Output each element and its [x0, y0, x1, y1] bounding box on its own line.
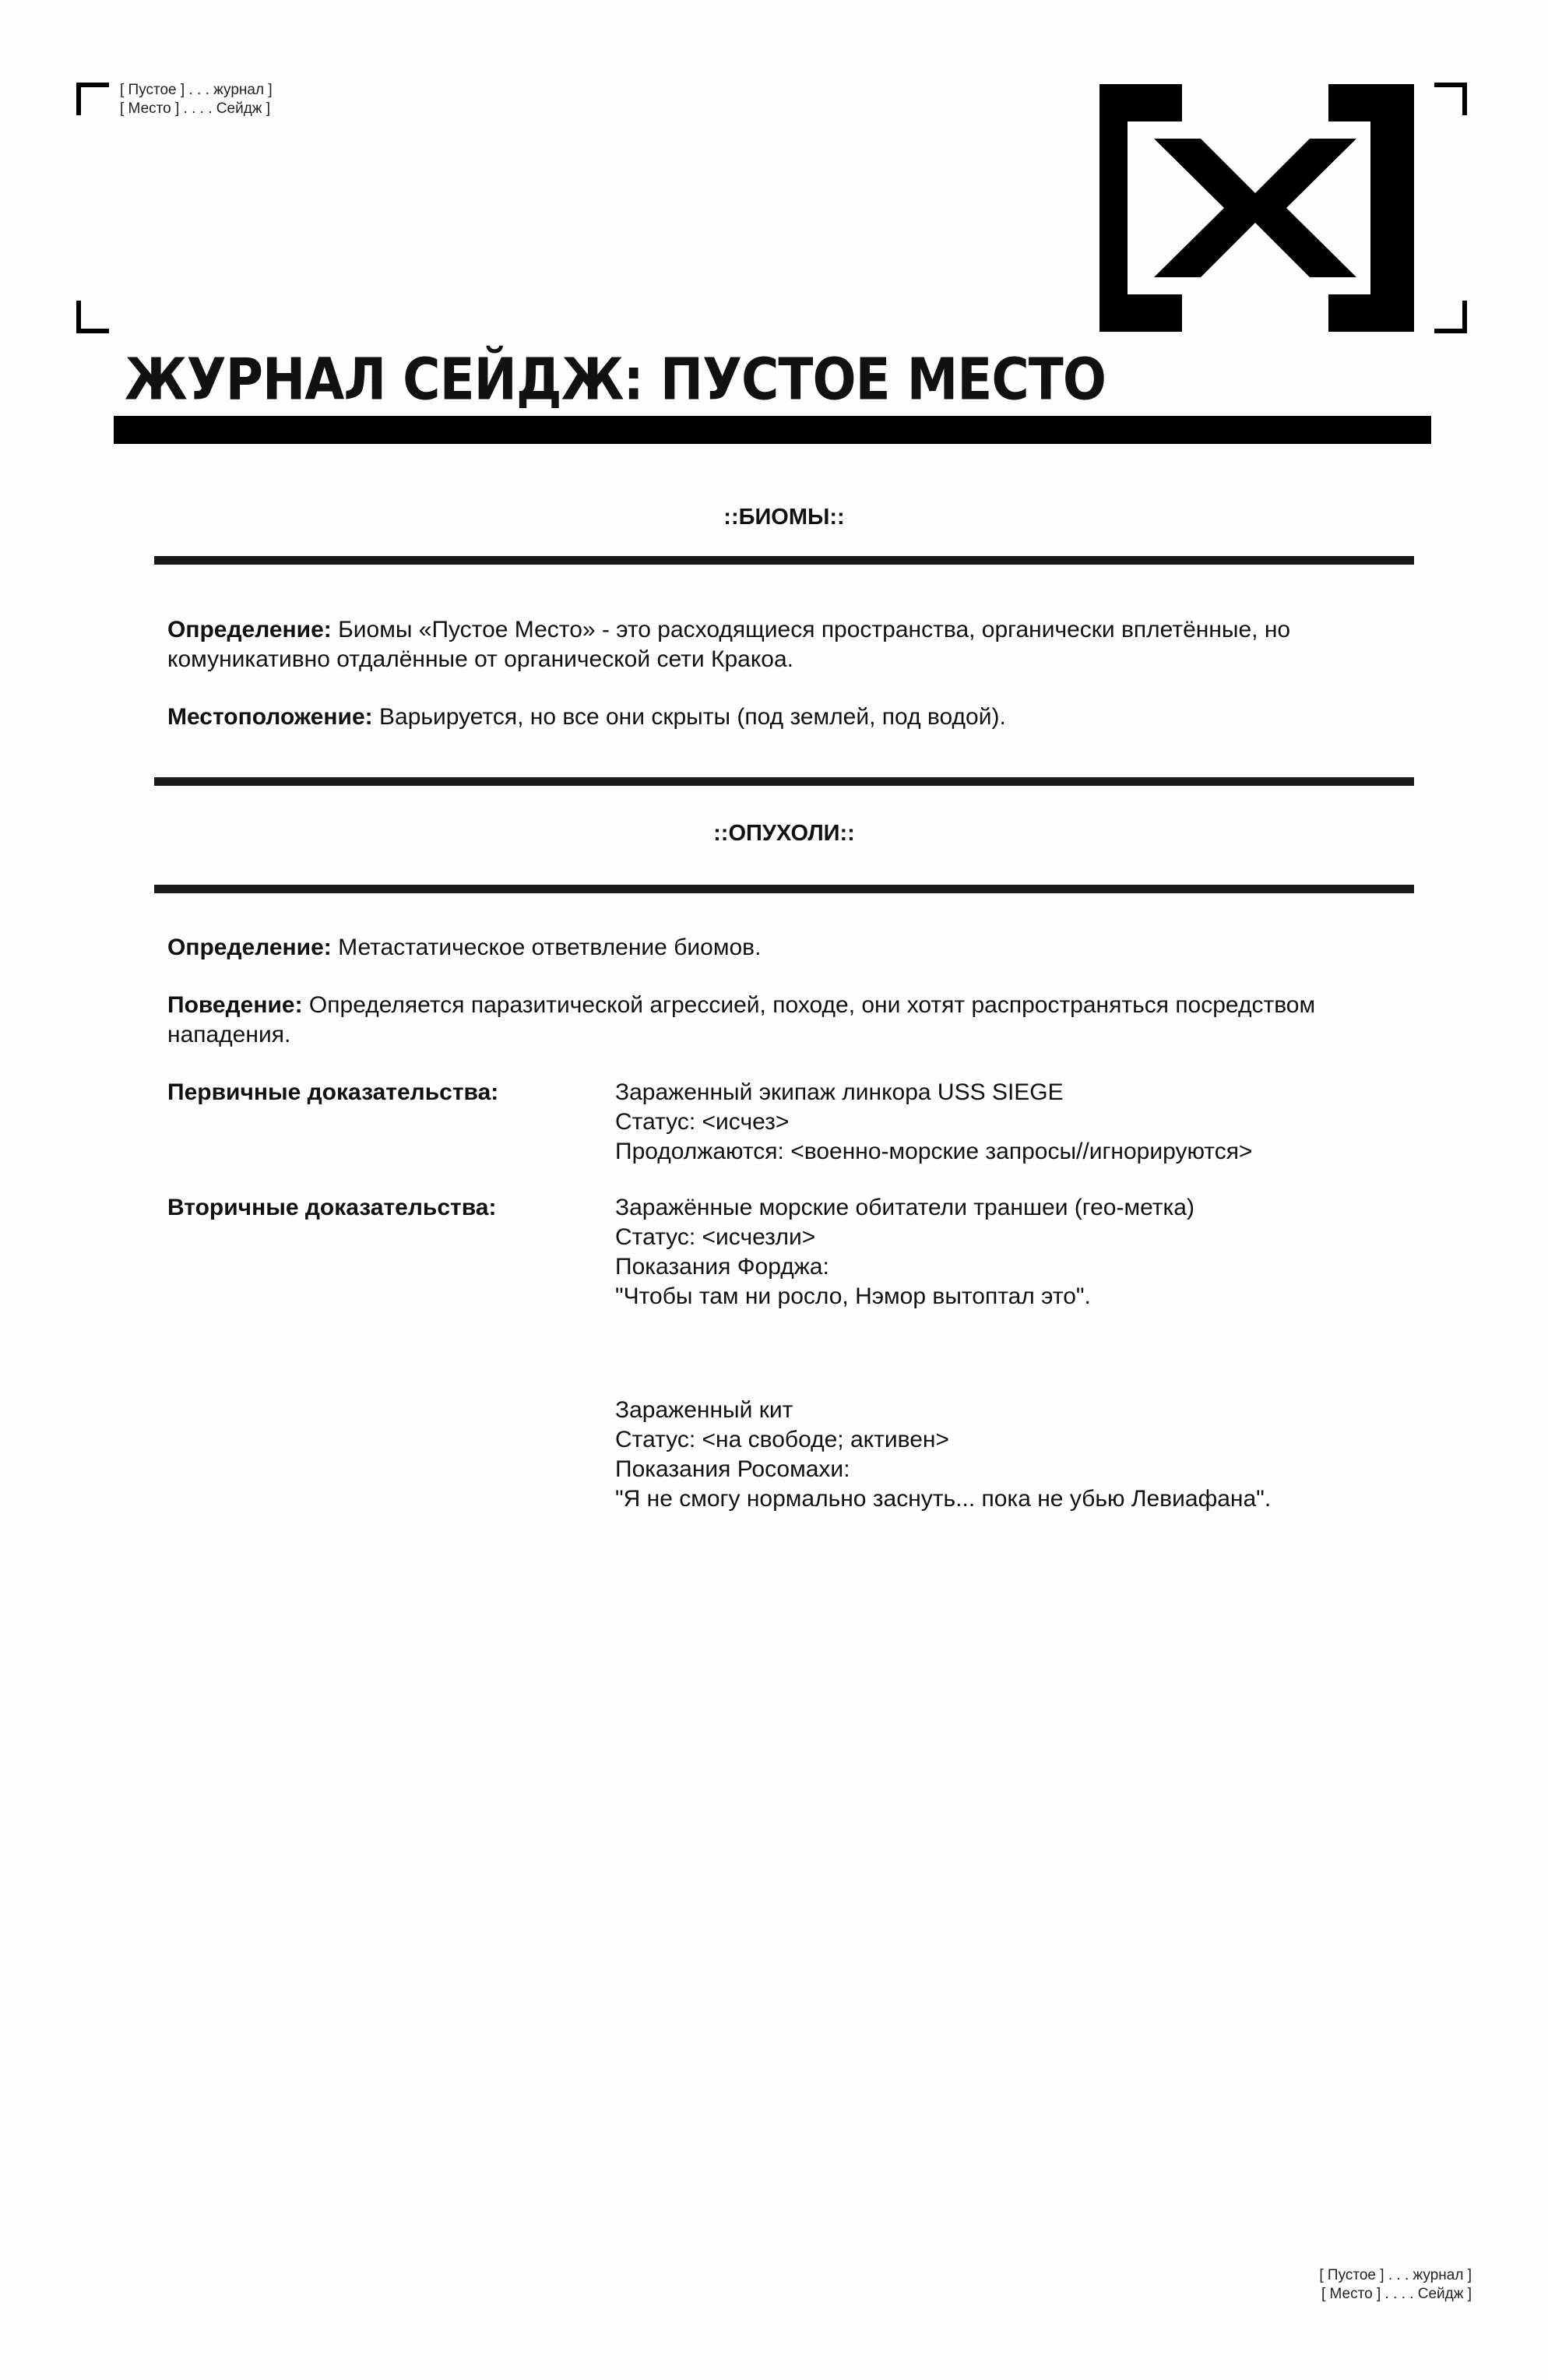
biomes-location [167, 702, 1398, 732]
primary-evidence-line: Продолжаются: <военно-морские запросы//игнорируются> [615, 1139, 1253, 1164]
tertiary-evidence-line: "Я не смогу нормально заснуть... пока не убью Левиафана". [615, 1486, 1272, 1512]
primary-evidence-label: Первичные доказательства: [167, 1079, 499, 1105]
biomes-location-label: Местоположение: [167, 704, 373, 730]
tertiary-evidence-line: Статус: <на свободе; активен> [615, 1427, 949, 1452]
corner-bracket-bottom-left [76, 301, 109, 333]
biomes-location-text: Варьируется, но все они скрыты (под землей, под водой). [372, 704, 1006, 730]
corner-bracket-bottom-right [1434, 301, 1467, 333]
secondary-evidence-line: Статус: <исчезли> [615, 1224, 816, 1250]
header-tag-line-2: [ Место ] . . . . Сейдж ] [120, 100, 271, 117]
tumors-heading: ::ОПУХОЛИ:: [713, 821, 855, 846]
biomes-divider-top [154, 556, 1414, 565]
secondary-evidence-line: Показания Форджа: [615, 1254, 829, 1280]
tumors-behavior-label: Поведение: [167, 992, 303, 1018]
tumors-behavior [167, 991, 1398, 1050]
biomes-divider-bottom [154, 777, 1414, 786]
secondary-evidence [615, 1193, 1194, 1311]
footer-tag-line-1: [ Пустое ] . . . журнал ] [1319, 2267, 1472, 2283]
x-brackets-logo [1099, 84, 1414, 332]
secondary-evidence-line: Заражённые морские обитатели траншеи (гео-метка) [615, 1195, 1194, 1220]
biomes-definition-label: Определение: [167, 617, 332, 643]
primary-evidence [615, 1078, 1252, 1167]
tumors-definition [167, 933, 1398, 963]
tertiary-evidence [615, 1396, 1271, 1514]
tertiary-evidence-line: Показания Росомахи: [615, 1456, 850, 1482]
page-title: ЖУРНАЛ СЕЙДЖ: ПУСТОЕ МЕСТО [125, 346, 1106, 414]
corner-bracket-top-right [1434, 83, 1467, 115]
tumors-definition-label: Определение: [167, 935, 332, 960]
secondary-evidence-line: "Чтобы там ни росло, Нэмор вытоптал это". [615, 1283, 1091, 1309]
title-underline-bar [114, 416, 1431, 444]
corner-bracket-top-left [76, 83, 109, 115]
header-tag [120, 81, 273, 118]
tumors-behavior-text: Определяется паразитической агрессией, походе, они хотят распространяться посредством нападения. [167, 992, 1316, 1047]
tertiary-evidence-line: Зараженный кит [615, 1397, 793, 1423]
biomes-definition [167, 615, 1398, 674]
primary-evidence-line: Статус: <исчез> [615, 1109, 790, 1135]
footer-tag-line-2: [ Место ] . . . . Сейдж ] [1321, 2286, 1472, 2302]
header-tag-line-1: [ Пустое ] . . . журнал ] [120, 82, 273, 98]
footer-tag [1319, 2266, 1472, 2304]
tumors-definition-text: Метастатическое ответвление биомов. [331, 935, 762, 960]
tumors-divider [154, 885, 1414, 893]
biomes-heading: ::БИОМЫ:: [723, 505, 845, 530]
secondary-evidence-label: Вторичные доказательства: [167, 1195, 497, 1220]
biomes-definition-text: Биомы «Пустое Место» - это расходящиеся пространства, органически вплетённые, но комуникативно отдалённые от органической сети Кракоа. [167, 617, 1291, 672]
primary-evidence-line: Зараженный экипаж линкора USS SIEGE [615, 1079, 1064, 1105]
